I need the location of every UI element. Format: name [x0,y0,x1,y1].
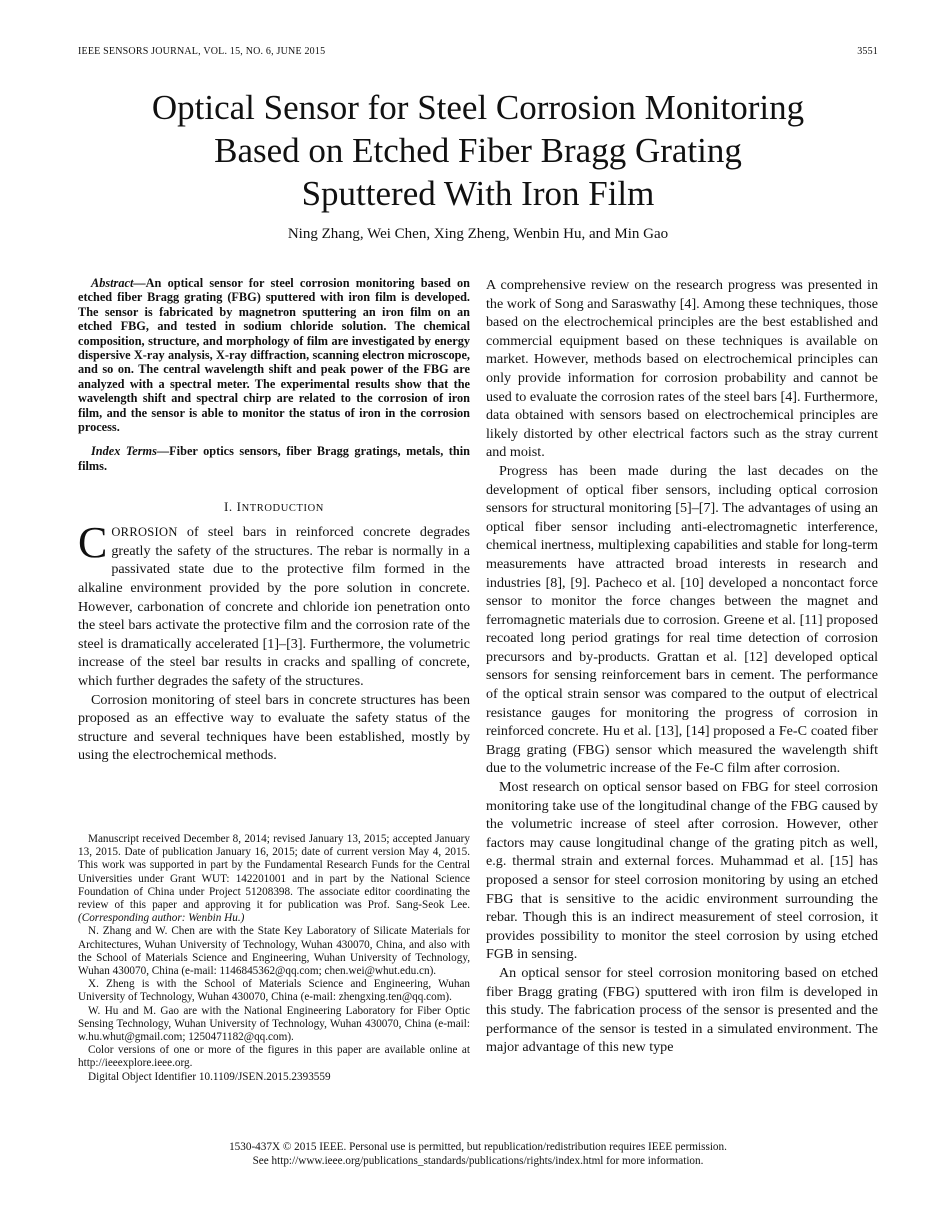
right-paragraph-1: A comprehensive review on the research progress was presented in the work of Song and Saraswathy [4]. Among these techniques, those based on the electrochemical principles are the best established and commercial equipment based on these techniques is available on market. However, methods based on electrochemical principles can only provide information for corrosion probability and cannot be used to evaluate the corrosion rates of the steel bars [4]. Furthermore, data obtained with sensors based on electrochemical principles are likely distorted by other electrical factors such as the stray current and moist. [486,277,878,461]
footnote-affiliation-1: N. Zhang and W. Chen are with the State Key Laboratory of Silicate Materials for Architectures, Wuhan University of Technology, Wuhan 430070, China, and also with the School of Materials Science and Engineering, Wuhan University of Technology, Wuhan 430070, China (e-mail: 1146845362@qq.com; chen.wei@whut.edu.cn). [78,925,470,978]
left-column [78,276,470,765]
rights-link-line: See http://www.ieee.org/publications_standards/publications/rights/index.html for more information. [252,1154,704,1167]
title-line-2: Based on Etched Fiber Bragg Grating [214,131,742,170]
author-list: Ning Zhang, Wei Chen, Xing Zheng, Wenbin Hu, and Min Gao [287,226,669,242]
index-terms-label: Index Terms— [91,444,170,459]
abstract-label: Abstract— [91,276,146,290]
footnote-manuscript-text: Manuscript received December 8, 2014; revised January 13, 2015; accepted January 13, 2015. Date of publication January 16, 2015; date of current version May 4, 2015. This work was supported in part by the Fundamental Research Funds for the Central Universities under Grant WUT: 142201001 and in part by the National Science Foundation of China under Project 51208398. The associate editor coordinating the review of this paper and approving it for publication was Prof. Sang-Seok Lee. [78,833,470,912]
right-paragraph-3: Most research on optical sensor based on FBG for steel corrosion monitoring take use of the longitudinal change of the FBG caused by the volumetric increase of steel after corrosion. However, other factors may cause longitudinal change of the grating pitch as well, e.g. thermal strain and external forces. Muhammad et al. [15] has proposed a sensor for steel corrosion monitoring by using an etched FBG that is sensitive to the acidic environment surrounding the rebar. Though this is an indirect measurement of steel corrosion, it provides possibility to monitor the steel corrosion by using etched FGB in sensing. [486,779,878,963]
intro-first-word: ORROSION [111,525,178,540]
footnotes [78,833,470,1084]
abstract [78,276,470,434]
section-heading-introduction [78,499,470,515]
corresponding-author: (Corresponding author: Wenbin Hu.) [78,912,245,925]
copyright-footer [78,1141,878,1168]
intro-paragraph-1 [78,518,470,690]
section-title-text: NTRODUCTION [241,503,324,515]
running-header [78,46,878,60]
footnote-affiliation-3: W. Hu and M. Gao are with the National Engineering Laboratory for Fiber Optic Sensing Technology, Wuhan University of Technology, Wuhan 430070, China (e-mail: w.hu.whut@gmail.com; 1250471182@qq.com). [78,1004,470,1044]
section-numeral: I. I [224,499,242,515]
copyright-line: 1530-437X © 2015 IEEE. Personal use is permitted, but republication/redistribution requires IEEE permission. [229,1141,727,1153]
footnote-color-versions: Color versions of one or more of the figures in this paper are available online at http://ieeexplore.ieee.org. [78,1044,470,1070]
paper-title [78,86,878,215]
right-paragraph-2: Progress has been made during the last decades on the development of optical fiber sensors, including optical corrosion sensors for structural monitoring [5]–[7]. The advantages of using an optical fiber sensor including anti-electromagnetic interference, chemical inertness, multiplexing capabilities and stable for long-term measurements have attracted broad interests in research and industries [8], [9]. Pacheco et al. [10] developed a noncontact force sensor to monitor the force changes between the magnet and ferromagnetic materials due to corrosion. Greene et al. [11] proposed recoated long period gratings for real time detection of corrosion precursors and by-products. Grattan et al. [12] developed optical sensors for sensing reinforcement bars in cement. The performance of the optical strain sensor was compared to the output of electrical resistance gauges for monitoring the progress of corrosion in reinforced concrete. Hu et al. [13], [14] proposed a Fe-C coated fiber Bragg grating (FBG) sensor which measured the wavelength shift due to the volumetric increase of the Fe-C film after corrosion. [486,462,878,777]
right-column [486,276,878,1057]
footnote-affiliation-2: X. Zheng is with the School of Materials Science and Engineering, Wuhan University of Technology, Wuhan 430070, China (e-mail: zhengxing.ten@qq.com). [78,978,470,1004]
index-terms [78,444,470,473]
intro-paragraph-2: Corrosion monitoring of steel bars in concrete structures has been proposed as an effective way to evaluate the safety status of the structure and several techniques have been established, mostly by using the electrochemical methods. [78,691,470,764]
drop-cap: C [78,518,108,568]
right-paragraph-4: An optical sensor for steel corrosion monitoring based on etched fiber Bragg grating (FBG) sputtered with iron film is developed in this study. The fabrication process of the sensor is presented and the performance of the sensor is tested in a simulated environment. The major advantage of this new type [486,964,878,1056]
title-line-3: Sputtered With Iron Film [301,174,655,213]
footnote-doi: Digital Object Identifier 10.1109/JSEN.2015.2393559 [88,1070,331,1083]
abstract-text: An optical sensor for steel corrosion monitoring based on etched fiber Bragg grating (FBG) sputtered with iron film is developed. The sensor is fabricated by magnetron sputtering an iron film on an etched FBG, and tested in sodium chloride solution. The chemical composition, structure, and morphology of film are investigated by energy dispersive X-ray analysis, X-ray diffraction, scanning electron microscope, and so on. The central wavelength shift and peak power of the FBG are analyzed with a spectral meter. The experimental results show that the wavelength shift and spectral chirp are related to the corrosion of iron film, and the sensor is able to monitor the status of iron in the corrosion process. [78,276,470,435]
intro-paragraph-1-text: of steel bars in reinforced concrete degrades greatly the safety of the structures. The rebar is normally in a passivated state due to the protective film formed in the alkaline environment provided by the pore solution in concrete. However, carbonation of concrete and chloride ion penetration onto the steel bars activate the protective film and the corrosion rate of the steel is dramatically accelerated [1]–[3]. Furthermore, the volumetric increase of the steel bar results in cracks and spalling of concrete, which further degrades the safety of the structures. [78,524,470,690]
title-line-1: Optical Sensor for Steel Corrosion Monitoring [151,88,805,127]
footnote-manuscript [78,833,470,925]
index-terms-text: Fiber optics sensors, fiber Bragg gratings, metals, thin films. [78,444,470,473]
page-number: 3551 [857,46,878,57]
journal-name: IEEE SENSORS JOURNAL, VOL. 15, NO. 6, JUNE 2015 [78,46,326,57]
